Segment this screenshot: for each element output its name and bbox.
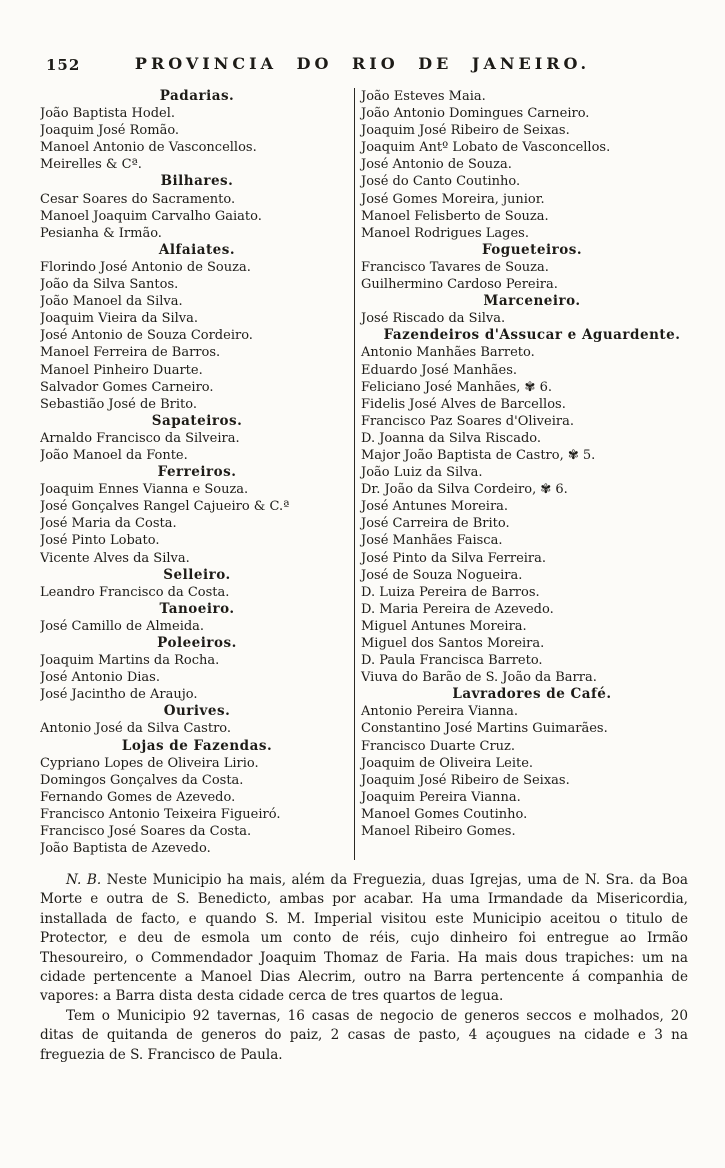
list-item: Sebastião José de Brito. [40, 396, 197, 412]
directory-columns [40, 88, 703, 860]
list-item: Arnaldo Francisco da Silveira. [40, 430, 240, 446]
list-item: Manoel Pinheiro Duarte. [40, 362, 203, 378]
list-item: Manoel Ribeiro Gomes. [361, 824, 516, 840]
list-item: Antonio Pereira Vianna. [361, 704, 519, 720]
list-item: Major João Baptista de Castro, ✾ 5. [361, 447, 596, 463]
list-item: Joaquim de Oliveira Leite. [361, 755, 534, 771]
section-heading: Lavradores de Café. [452, 686, 612, 703]
list-item: Francisco Paz Soares d'Oliveira. [361, 413, 574, 429]
list-item: João Luiz da Silva. [361, 465, 483, 481]
list-item: Dr. João da Silva Cordeiro, ✾ 6. [361, 482, 568, 498]
list-item: Leandro Francisco da Costa. [40, 584, 230, 600]
list-item: José Pinto Lobato. [40, 533, 160, 549]
list-item: D. Joanna da Silva Riscado. [361, 430, 541, 446]
list-item: Manoel Joaquim Carvalho Gaiato. [40, 208, 262, 224]
column-right [359, 88, 703, 860]
list-item: Feliciano José Manhães, ✾ 6. [361, 379, 552, 395]
section-heading: Tanoeiro. [159, 600, 235, 617]
list-item: D. Maria Pereira de Azevedo. [361, 601, 554, 617]
list-item: Miguel dos Santos Moreira. [361, 636, 545, 651]
list-item: José Gonçalves Rangel Cajueiro & C.ª [40, 499, 290, 515]
section-heading: Alfaiates. [158, 241, 236, 258]
section-heading: Lojas de Fazendas. [121, 737, 273, 754]
list-item: Manoel Ferreira de Barros. [40, 345, 221, 361]
list-item: Joaquim Antº Lobato de Vasconcellos. [361, 140, 611, 156]
column-left [40, 88, 354, 860]
list-item: D. Luiza Pereira de Barros. [361, 584, 540, 600]
list-item: José Riscado da Silva. [361, 311, 506, 327]
list-item: D. Paula Francisca Barreto. [361, 653, 543, 669]
list-item: João da Silva Santos. [40, 277, 179, 293]
section-heading: Bilhares. [160, 173, 234, 190]
page-number: 152 [46, 56, 81, 74]
list-item: José Jacintho de Araujo. [40, 687, 198, 703]
list-item: Francisco José Soares da Costa. [40, 824, 252, 840]
list-item: José Manhães Faisca. [361, 533, 503, 549]
page-title: PROVINCIA DO RIO DE JANEIRO. [134, 54, 591, 73]
list-item: Antonio Manhães Barreto. [361, 345, 535, 361]
list-item: José Antonio Dias. [40, 670, 160, 686]
list-item: Manoel Felisberto de Souza. [361, 208, 549, 224]
list-item: Cypriano Lopes de Oliveira Lirio. [40, 755, 259, 771]
list-item: Constantino José Martins Guimarães. [361, 721, 608, 737]
list-item: Viuva do Barão de S. João da Barra. [361, 670, 597, 686]
list-item: Manoel Antonio de Vasconcellos. [40, 140, 257, 156]
list-item: José Antunes Moreira. [361, 499, 509, 515]
list-item: Fernando Gomes de Azevedo. [40, 789, 236, 805]
list-item: Joaquim José Ribeiro de Seixas. [361, 123, 570, 139]
list-item: Joaquim Martins da Rocha. [40, 653, 220, 669]
list-item: José Carreira de Brito. [361, 516, 510, 532]
list-item: Pesianha & Irmão. [40, 225, 162, 241]
list-item: Joaquim José Romão. [40, 123, 180, 139]
list-item: Meirelles & Cª. [40, 157, 142, 173]
column-divider-rule [354, 88, 355, 860]
section-heading: Fogueteiros. [481, 241, 583, 258]
list-item: Joaquim Pereira Vianna. [361, 789, 521, 805]
list-item: João Manoel da Silva. [40, 294, 183, 310]
list-item: Joaquim Vieira da Silva. [40, 311, 199, 327]
section-heading: Ferreiros. [157, 464, 237, 481]
list-item: Fidelis José Alves de Barcellos. [361, 396, 566, 412]
section-heading: Padarias. [159, 88, 235, 104]
list-item: José Maria da Costa. [40, 516, 177, 532]
list-item: Francisco Tavares de Souza. [361, 259, 549, 275]
list-item: Miguel Antunes Moreira. [361, 618, 527, 634]
list-item: Francisco Antonio Teixeira Figueiró. [40, 806, 281, 822]
list-item: José de Souza Nogueira. [361, 567, 523, 583]
section-heading: Marceneiro. [483, 293, 581, 310]
list-item: Joaquim José Ribeiro de Seixas. [361, 772, 570, 788]
list-item: José do Canto Coutinho. [361, 174, 521, 190]
note-paragraph-2 [40, 1007, 688, 1065]
note-text-2: Tem o Municipio 92 tavernas, 16 casas de negocio de generos seccos e molhados, 20 ditas de quitanda de generos do paiz, 2 casas de pasto, 4 açougues na cidade e 3 na freguezia de S. Francisco de Paula. [40, 1007, 688, 1063]
list-item: Eduardo José Manhães. [361, 362, 518, 378]
section-heading: Fazendeiros d'Assucar e Aguardente. [383, 327, 681, 344]
list-item: Salvador Gomes Carneiro. [40, 379, 214, 395]
note-text-1: Neste Municipio ha mais, além da Freguezia, duas Igrejas, uma de N. Sra. da Boa Morte e outra de S. Benedicto, ambas por acabar. Ha uma Irmandade da Misericordia, installada de facto, e quando S. M. Imperial visitou este Municipio aceitou o titulo de Protector, e deu de esmola um conto de réis, cujo dinheiro foi entregue ao Irmão Thesoureiro, o Commendador Joaquim Thomaz de Faria. Ha mais dous trapiches: um na cidade pertencente a Manoel Dias Alecrim, outro na Barra pertencente á companhia de vapores: a Barra dista desta cidade cerca de tres quartos de legua. [40, 872, 688, 1005]
section-heading: Poleeiros. [157, 635, 237, 651]
section-heading: Ourives. [163, 703, 231, 720]
list-item: Guilhermino Cardoso Pereira. [361, 277, 558, 293]
list-item: José Antonio de Souza Cordeiro. [40, 328, 253, 344]
list-item: José Camillo de Almeida. [40, 618, 205, 634]
list-item: Domingos Gonçalves da Costa. [40, 772, 244, 788]
list-item: Manoel Gomes Coutinho. [361, 806, 528, 822]
list-item: Antonio José da Silva Castro. [40, 721, 232, 737]
list-item: José Pinto da Silva Ferreira. [361, 550, 547, 566]
list-item: Joaquim Ennes Vianna e Souza. [40, 482, 249, 498]
section-heading: Selleiro. [163, 566, 231, 583]
list-item: Manoel Rodrigues Lages. [361, 225, 529, 241]
list-item: João Manoel da Fonte. [40, 447, 188, 463]
list-item: Vicente Alves da Silva. [40, 550, 190, 566]
section-heading: Sapateiros. [151, 412, 243, 429]
list-item: Cesar Soares do Sacramento. [40, 191, 236, 207]
list-item: João Antonio Domingues Carneiro. [361, 106, 590, 122]
note-paragraph-1 [40, 871, 688, 1007]
footnotes-block [40, 871, 688, 1065]
list-item: João Baptista Hodel. [40, 106, 176, 122]
note-lead: N. B. [66, 872, 102, 888]
list-item: José Antonio de Souza. [361, 157, 512, 173]
list-item: João Esteves Maia. [361, 89, 486, 104]
list-item: João Baptista de Azevedo. [40, 841, 211, 857]
page-header [0, 54, 725, 78]
list-item: Francisco Duarte Cruz. [361, 738, 516, 754]
list-item: Florindo José Antonio de Souza. [40, 259, 251, 275]
list-item: José Gomes Moreira, junior. [361, 191, 545, 207]
